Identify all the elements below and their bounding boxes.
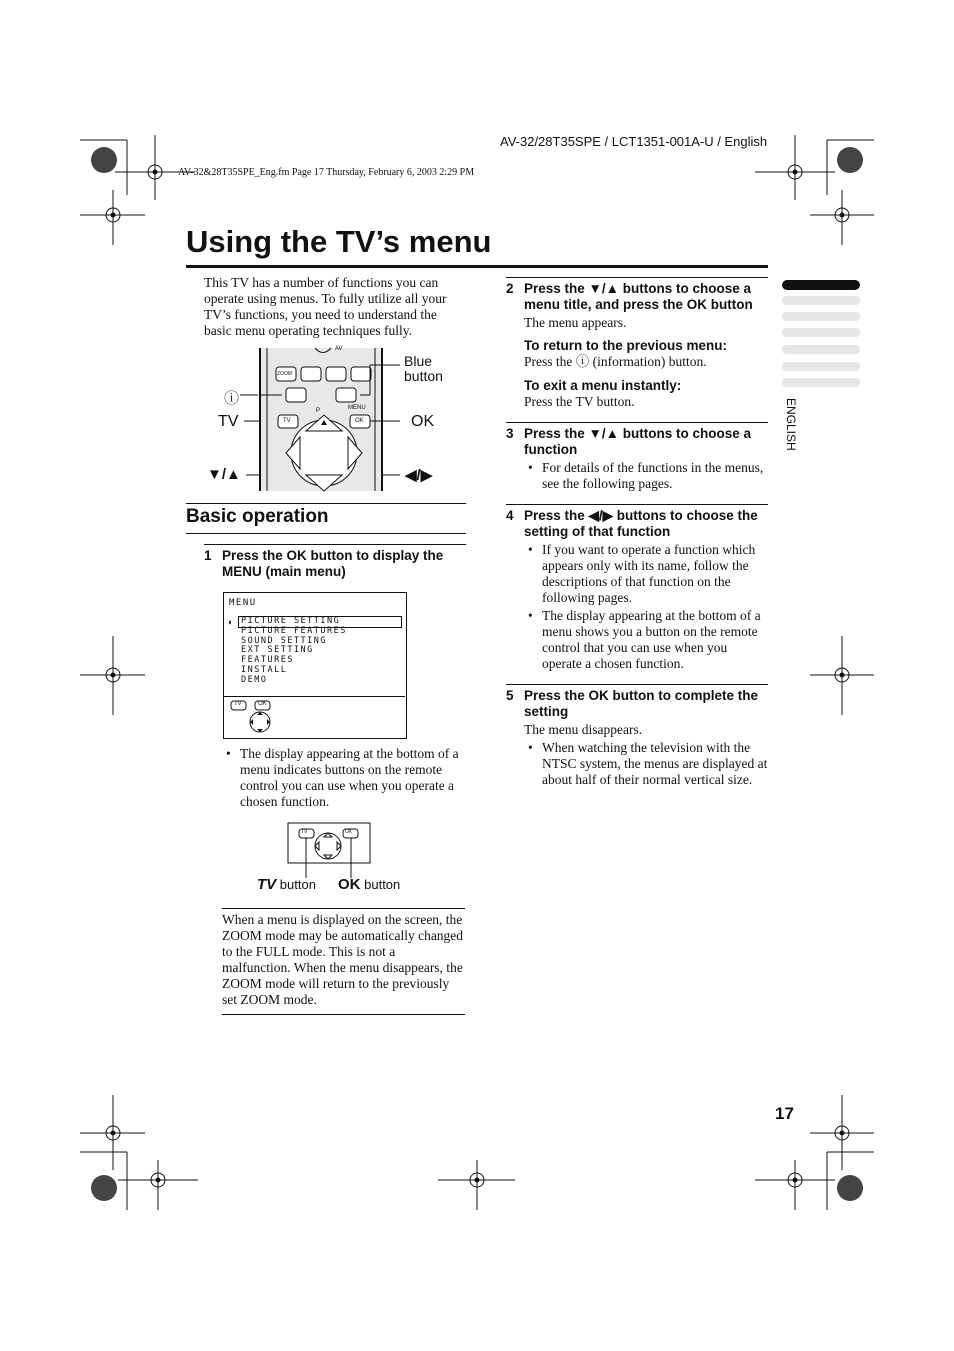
step-4-bullets (524, 542, 768, 674)
ok-button-caption (338, 876, 400, 893)
step-4-number: 4 (506, 508, 514, 523)
tv-button-caption-text: button (279, 877, 316, 892)
label-button: button (404, 368, 443, 384)
step-4-heading: Press the ◀/▶ buttons to choose the setting of that function (524, 508, 758, 539)
step-2-body: The menu appears. (524, 315, 627, 330)
step-1-bullets (222, 746, 466, 812)
small-fig-tv-key: TV (301, 829, 308, 835)
side-tab-bar (782, 296, 860, 305)
bullet-item: • The display appearing at the bottom of a menu shows you a button on the remote control that you can use when you operate a chosen function. (524, 608, 768, 672)
model-info: AV-32/28T35SPE / LCT1351-001A-U / English (500, 134, 768, 149)
step-2-rule (506, 277, 768, 278)
step-2-sub2-body: Press the TV button. (524, 394, 635, 409)
remote-key-tv: TV (283, 418, 291, 424)
menu-screen-title: MENU (229, 598, 257, 608)
menu-screen-tv-key: TV (234, 701, 242, 707)
menu-screen-divider (224, 696, 405, 697)
step-2-number: 2 (506, 281, 514, 296)
step-3-rule (506, 422, 768, 423)
step-5-heading: Press the OK button to complete the setting (524, 688, 759, 719)
step-5-bullets (524, 740, 768, 790)
side-tab-label: ENGLISH (784, 398, 798, 451)
remote-key-p: P (316, 408, 321, 414)
step-5-rule (506, 684, 768, 685)
ok-button-caption-text: button (364, 877, 401, 892)
side-tab-bar (782, 345, 860, 354)
side-tab-active (782, 280, 860, 290)
section-rule-top (186, 503, 466, 504)
zoom-note: When a menu is displayed on the screen, the ZOOM mode may be automatically changed to the FULL mode. This is not a malfunction. When the menu disappears, the ZOOM mode will return to the previously set ZOOM mode. (222, 908, 465, 1015)
step-4-rule (506, 504, 768, 505)
step-2-sub2-heading: To exit a menu instantly: (524, 378, 682, 393)
label-blue: Blue (404, 353, 433, 369)
step-3-number: 3 (506, 426, 514, 441)
menu-item: PICTURE SETTING (241, 616, 341, 626)
step-2-sub1-body: Press the ⓘ (information) button. (524, 354, 707, 369)
step-3-bullets (524, 460, 768, 494)
section-rule-bottom (186, 533, 466, 534)
ok-button-caption-key: OK (338, 876, 361, 893)
label-tv: TV (218, 413, 239, 430)
menu-item: EXT SETTING (241, 645, 314, 656)
tv-button-caption-key: TV (257, 876, 277, 893)
step-5-body: The menu disappears. (524, 722, 643, 737)
side-tab-bar (782, 362, 860, 371)
remote-key-menu: MENU (348, 405, 366, 411)
title-rule (186, 265, 768, 268)
file-info: AV-32&28T35SPE_Eng.fm Page 17 Thursday, February 6, 2003 2:29 PM (178, 167, 475, 178)
label-updown: ▼/▲ (207, 466, 241, 483)
label-info-icon: ⓘ (224, 391, 240, 407)
side-tab-bar (782, 378, 860, 387)
intro-text: This TV has a number of functions you can operate using menus. To fully utilize all your TV’s functions, you need to understand the basic menu operating techniques fully. (204, 275, 447, 338)
remote-key-zoom: ZOOM (277, 371, 292, 377)
menu-item: PICTURE FEATURES (241, 625, 347, 636)
menu-item: DEMO (241, 674, 268, 685)
menu-screen-ok-key: OK (258, 701, 267, 707)
label-leftright: ◀/▶ (405, 467, 433, 484)
menu-item: SOUND SETTING (241, 635, 328, 646)
side-tab-bar (782, 328, 860, 337)
page-title: Using the TV’s menu (186, 224, 492, 259)
bullet-item: • If you want to operate a function which appears only with its name, follow the descriptions of that function on the following pages. (524, 542, 768, 606)
small-fig-ok-key: OK (345, 829, 353, 835)
tv-button-caption (257, 876, 316, 893)
step-1-number: 1 (204, 548, 212, 563)
label-ok: OK (411, 413, 435, 430)
bullet-item: • When watching the television with the NTSC system, the menus are displayed at about half of their normal vertical size. (524, 740, 768, 788)
page-number: 17 (775, 1104, 794, 1123)
remote-key-av: AV (335, 346, 343, 352)
step-1-heading: Press the OK button to display the MENU (main menu) (222, 548, 444, 579)
step-2-sub1-heading: To return to the previous menu: (524, 338, 728, 353)
step-3-heading: Press the ▼/▲ buttons to choose a function (524, 426, 752, 457)
remote-key-ok: OK (355, 418, 364, 424)
menu-screen-cursor-icon: ◐ (228, 617, 234, 627)
button-guide-figure (287, 822, 373, 878)
step-rule (204, 544, 466, 545)
bullet-item: • The display appearing at the bottom of a menu indicates buttons on the remote control you can use when you operate a chosen function. (222, 746, 466, 810)
menu-screen-items (241, 617, 347, 686)
menu-item: FEATURES (241, 655, 294, 666)
menu-item: INSTALL (241, 664, 288, 675)
step-5-number: 5 (506, 688, 514, 703)
step-2-heading: Press the ▼/▲ buttons to choose a menu title, and press the OK button (524, 281, 753, 312)
section-title: Basic operation (186, 506, 329, 527)
bullet-item: • For details of the functions in the menus, see the following pages. (524, 460, 768, 492)
side-tab-bar (782, 312, 860, 321)
